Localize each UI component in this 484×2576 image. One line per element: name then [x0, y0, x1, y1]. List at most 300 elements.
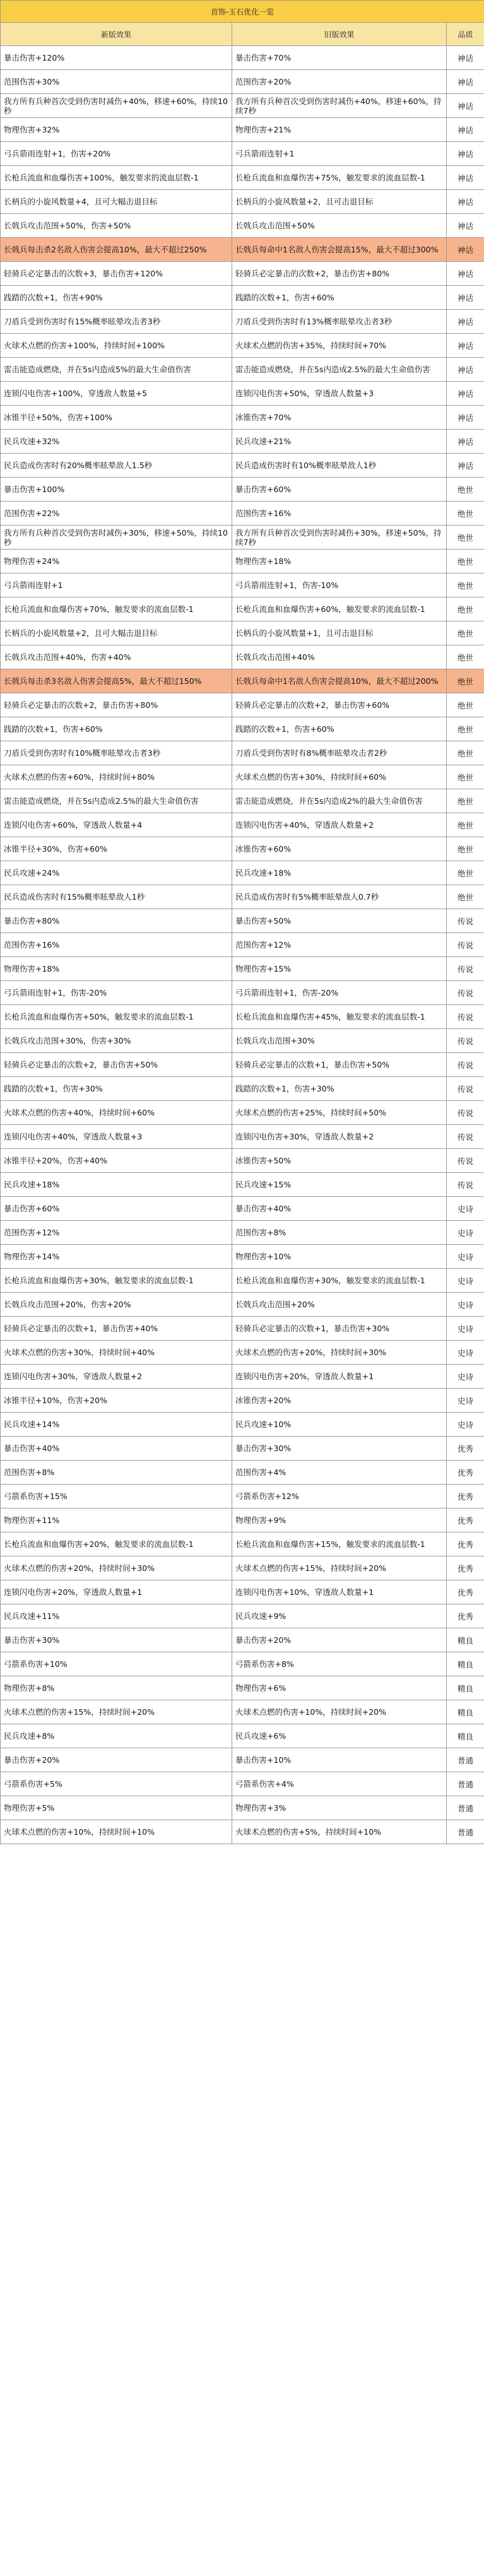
- new-effect-cell: 物理伤害+11%: [1, 1509, 232, 1532]
- old-effect-cell: 连锁闪电伤害+30%，穿透敌人数量+2: [232, 1125, 447, 1149]
- table-row: [1, 1748, 484, 1772]
- new-effect-cell: 范围伤害+8%: [1, 1461, 232, 1485]
- table-row: [1, 142, 484, 166]
- grade-cell: 史诗: [447, 1317, 484, 1341]
- grade-cell: 史诗: [447, 1221, 484, 1245]
- grade-cell: 绝世: [447, 765, 484, 789]
- new-effect-cell: 连锁闪电伤害+20%，穿透敌人数量+1: [1, 1580, 232, 1604]
- grade-cell: 神话: [447, 118, 484, 142]
- old-effect-cell: 火球术点燃的伤害+20%，持续时间+30%: [232, 1341, 447, 1365]
- grade-cell: 史诗: [447, 1341, 484, 1365]
- new-effect-cell: 弓兵箭雨连射+1，伤害+20%: [1, 142, 232, 166]
- new-effect-cell: 范围伤害+16%: [1, 933, 232, 957]
- old-effect-cell: 民兵攻速+18%: [232, 861, 447, 885]
- new-effect-cell: 弓兵箭雨连射+1，伤害-20%: [1, 981, 232, 1005]
- old-effect-cell: 火球术点燃的伤害+30%，持续时间+60%: [232, 765, 447, 789]
- column-header-grade: 品质: [447, 23, 484, 46]
- old-effect-cell: 暴击伤害+20%: [232, 1628, 447, 1652]
- grade-cell: 史诗: [447, 1413, 484, 1437]
- table-row: [1, 550, 484, 573]
- new-effect-cell: 暴击伤害+100%: [1, 478, 232, 502]
- grade-cell: 神话: [447, 70, 484, 94]
- grade-cell: 精良: [447, 1652, 484, 1676]
- grade-cell: 精良: [447, 1628, 484, 1652]
- new-effect-cell: 范围伤害+22%: [1, 502, 232, 526]
- table-row: [1, 1389, 484, 1413]
- grade-cell: 神话: [447, 334, 484, 358]
- old-effect-cell: 连锁闪电伤害+50%，穿透敌人数量+3: [232, 382, 447, 406]
- table-row: [1, 286, 484, 310]
- new-effect-cell: 火球术点燃的伤害+60%，持续时间+80%: [1, 765, 232, 789]
- table-row: [1, 741, 484, 765]
- new-effect-cell: 火球术点燃的伤害+30%，持续时间+40%: [1, 1341, 232, 1365]
- grade-cell: 优秀: [447, 1485, 484, 1509]
- new-effect-cell: 长戟兵攻击范围+30%，伤害+30%: [1, 1029, 232, 1053]
- old-effect-cell: 连锁闪电伤害+40%，穿透敌人数量+2: [232, 813, 447, 837]
- grade-cell: 神话: [447, 358, 484, 382]
- table-body: [1, 46, 484, 1844]
- grade-cell: 优秀: [447, 1556, 484, 1580]
- grade-cell: 传说: [447, 933, 484, 957]
- new-effect-cell: 长枪兵流血和血爆伤害+30%，触发要求的流血层数-1: [1, 1269, 232, 1293]
- old-effect-cell: 长戟兵每命中1名敌人伤害会提高10%，最大不超过200%: [232, 669, 447, 693]
- old-effect-cell: 民兵造成伤害时有10%概率眩晕敌人1秒: [232, 454, 447, 478]
- grade-cell: 绝世: [447, 645, 484, 669]
- table-row: [1, 502, 484, 526]
- new-effect-cell: 物理伤害+24%: [1, 550, 232, 573]
- new-effect-cell: 长戟兵攻击范围+50%，伤害+50%: [1, 214, 232, 238]
- grade-cell: 神话: [447, 430, 484, 454]
- new-effect-cell: 轻骑兵必定暴击的次数+1，暴击伤害+40%: [1, 1317, 232, 1341]
- new-effect-cell: 长枪兵流血和血爆伤害+20%，触发要求的流血层数-1: [1, 1532, 232, 1556]
- table-row: [1, 94, 484, 118]
- new-effect-cell: 范围伤害+12%: [1, 1221, 232, 1245]
- new-effect-cell: 范围伤害+30%: [1, 70, 232, 94]
- grade-cell: 绝世: [447, 813, 484, 837]
- grade-cell: 传说: [447, 1005, 484, 1029]
- old-effect-cell: 冰锥伤害+50%: [232, 1149, 447, 1173]
- new-effect-cell: 火球术点燃的伤害+20%，持续时间+30%: [1, 1556, 232, 1580]
- grade-cell: 史诗: [447, 1293, 484, 1317]
- table-row: [1, 1604, 484, 1628]
- grade-cell: 神话: [447, 262, 484, 286]
- new-effect-cell: 火球术点燃的伤害+10%，持续时间+10%: [1, 1820, 232, 1844]
- old-effect-cell: 冰锥伤害+20%: [232, 1389, 447, 1413]
- old-effect-cell: 物理伤害+3%: [232, 1796, 447, 1820]
- old-effect-cell: 范围伤害+16%: [232, 502, 447, 526]
- grade-cell: 优秀: [447, 1580, 484, 1604]
- grade-cell: 绝世: [447, 621, 484, 645]
- new-effect-cell: 我方所有兵种首次受到伤害时减伤+40%，移速+60%，持续10秒: [1, 94, 232, 118]
- new-effect-cell: 长枪兵流血和血爆伤害+70%，触发要求的流血层数-1: [1, 597, 232, 621]
- old-effect-cell: 暴击伤害+10%: [232, 1748, 447, 1772]
- new-effect-cell: 民兵攻速+8%: [1, 1724, 232, 1748]
- old-effect-cell: 连锁闪电伤害+20%，穿透敌人数量+1: [232, 1365, 447, 1389]
- old-effect-cell: 长枪兵流血和血爆伤害+75%，触发要求的流血层数-1: [232, 166, 447, 190]
- new-effect-cell: 弓箭系伤害+15%: [1, 1485, 232, 1509]
- old-effect-cell: 弓兵箭雨连射+1，伤害-10%: [232, 573, 447, 597]
- new-effect-cell: 我方所有兵种首次受到伤害时减伤+30%，移速+50%，持续10秒: [1, 526, 232, 550]
- new-effect-cell: 冰锥半径+30%，伤害+60%: [1, 837, 232, 861]
- table-row: [1, 1077, 484, 1101]
- table-row: [1, 1772, 484, 1796]
- table-row: [1, 813, 484, 837]
- grade-cell: 普通: [447, 1748, 484, 1772]
- old-effect-cell: 长枪兵流血和血爆伤害+45%，触发要求的流血层数-1: [232, 1005, 447, 1029]
- grade-cell: 神话: [447, 286, 484, 310]
- grade-cell: 传说: [447, 1125, 484, 1149]
- grade-cell: 传说: [447, 1029, 484, 1053]
- old-effect-cell: 物理伤害+15%: [232, 957, 447, 981]
- table-row: [1, 573, 484, 597]
- new-effect-cell: 连锁闪电伤害+60%，穿透敌人数量+4: [1, 813, 232, 837]
- old-effect-cell: 长柄兵的小旋风数量+2，且可击退目标: [232, 190, 447, 214]
- grade-cell: 优秀: [447, 1437, 484, 1461]
- table-row: [1, 837, 484, 861]
- new-effect-cell: 长柄兵的小旋风数量+2，且可大幅击退目标: [1, 621, 232, 645]
- old-effect-cell: 长枪兵流血和血爆伤害+60%，触发要求的流血层数-1: [232, 597, 447, 621]
- table-row: [1, 669, 484, 693]
- table-row: [1, 1437, 484, 1461]
- table-row: [1, 478, 484, 502]
- grade-cell: 神话: [447, 94, 484, 118]
- grade-cell: 绝世: [447, 502, 484, 526]
- grade-cell: 绝世: [447, 717, 484, 741]
- table-row: [1, 933, 484, 957]
- grade-cell: 优秀: [447, 1604, 484, 1628]
- table-row: [1, 190, 484, 214]
- table-row: [1, 861, 484, 885]
- grade-cell: 神话: [447, 166, 484, 190]
- old-effect-cell: 轻骑兵必定暴击的次数+1，暴击伤害+30%: [232, 1317, 447, 1341]
- table-row: [1, 1293, 484, 1317]
- grade-cell: 神话: [447, 190, 484, 214]
- old-effect-cell: 范围伤害+8%: [232, 1221, 447, 1245]
- grade-cell: 优秀: [447, 1532, 484, 1556]
- old-effect-cell: 冰锥伤害+70%: [232, 406, 447, 430]
- old-effect-cell: 践踏的次数+1，伤害+30%: [232, 1077, 447, 1101]
- new-effect-cell: 长戟兵攻击范围+40%，伤害+40%: [1, 645, 232, 669]
- new-effect-cell: 暴击伤害+30%: [1, 1628, 232, 1652]
- grade-cell: 神话: [447, 406, 484, 430]
- new-effect-cell: 践踏的次数+1，伤害+30%: [1, 1077, 232, 1101]
- table-row: [1, 1269, 484, 1293]
- table-row: [1, 597, 484, 621]
- old-effect-cell: 轻骑兵必定暴击的次数+2，暴击伤害+60%: [232, 693, 447, 717]
- new-effect-cell: 物理伤害+5%: [1, 1796, 232, 1820]
- table-row: [1, 238, 484, 262]
- table-row: [1, 1628, 484, 1652]
- new-effect-cell: 冰锥半径+10%，伤害+20%: [1, 1389, 232, 1413]
- old-effect-cell: 暴击伤害+60%: [232, 478, 447, 502]
- new-effect-cell: 冰锥半径+20%，伤害+40%: [1, 1149, 232, 1173]
- new-effect-cell: 火球术点燃的伤害+15%，持续时间+20%: [1, 1700, 232, 1724]
- old-effect-cell: 长枪兵流血和血爆伤害+30%，触发要求的流血层数-1: [232, 1269, 447, 1293]
- column-header-old: 旧版效果: [232, 23, 447, 46]
- new-effect-cell: 暴击伤害+40%: [1, 1437, 232, 1461]
- table-row: [1, 765, 484, 789]
- table-row: [1, 46, 484, 70]
- old-effect-cell: 火球术点燃的伤害+35%，持续时间+70%: [232, 334, 447, 358]
- table-row: [1, 885, 484, 909]
- new-effect-cell: 连锁闪电伤害+30%，穿透敌人数量+2: [1, 1365, 232, 1389]
- grade-cell: 神话: [447, 454, 484, 478]
- grade-cell: 普通: [447, 1772, 484, 1796]
- old-effect-cell: 轻骑兵必定暴击的次数+2，暴击伤害+80%: [232, 262, 447, 286]
- old-effect-cell: 民兵攻速+21%: [232, 430, 447, 454]
- table-row: [1, 214, 484, 238]
- old-effect-cell: 长戟兵每命中1名敌人伤害会提高15%，最大不超过300%: [232, 238, 447, 262]
- grade-cell: 史诗: [447, 1245, 484, 1269]
- table-row: [1, 1365, 484, 1389]
- grade-cell: 优秀: [447, 1509, 484, 1532]
- grade-cell: 绝世: [447, 885, 484, 909]
- old-effect-cell: 范围伤害+12%: [232, 933, 447, 957]
- old-effect-cell: 长枪兵流血和血爆伤害+15%，触发要求的流血层数-1: [232, 1532, 447, 1556]
- new-effect-cell: 弓兵箭雨连射+1: [1, 573, 232, 597]
- grade-cell: 史诗: [447, 1365, 484, 1389]
- grade-cell: 史诗: [447, 1269, 484, 1293]
- table-row: [1, 1652, 484, 1676]
- new-effect-cell: 连锁闪电伤害+100%，穿透敌人数量+5: [1, 382, 232, 406]
- grade-cell: 精良: [447, 1724, 484, 1748]
- table-row: [1, 1005, 484, 1029]
- old-effect-cell: 民兵攻速+6%: [232, 1724, 447, 1748]
- table-row: [1, 1700, 484, 1724]
- old-effect-cell: 物理伤害+21%: [232, 118, 447, 142]
- table-row: [1, 262, 484, 286]
- old-effect-cell: 刀盾兵受到伤害时有8%概率眩晕攻击者2秒: [232, 741, 447, 765]
- table-row: [1, 909, 484, 933]
- grade-cell: 绝世: [447, 526, 484, 550]
- table-row: [1, 382, 484, 406]
- table-row: [1, 621, 484, 645]
- old-effect-cell: 物理伤害+9%: [232, 1509, 447, 1532]
- table-row: [1, 526, 484, 550]
- table-row: [1, 1532, 484, 1556]
- grade-cell: 优秀: [447, 1461, 484, 1485]
- grade-cell: 绝世: [447, 550, 484, 573]
- grade-cell: 绝世: [447, 789, 484, 813]
- new-effect-cell: 长戟兵每击杀3名敌人伤害会提高5%，最大不超过150%: [1, 669, 232, 693]
- old-effect-cell: 雷击能造成燃烧，并在5s内造成2.5%的最大生命值伤害: [232, 358, 447, 382]
- table-row: [1, 1101, 484, 1125]
- new-effect-cell: 暴击伤害+60%: [1, 1197, 232, 1221]
- old-effect-cell: 物理伤害+18%: [232, 550, 447, 573]
- old-effect-cell: 雷击能造成燃烧，并在5s内造成2%的最大生命值伤害: [232, 789, 447, 813]
- table-row: [1, 454, 484, 478]
- grade-cell: 传说: [447, 1173, 484, 1197]
- table-row: [1, 981, 484, 1005]
- old-effect-cell: 弓兵箭雨连射+1: [232, 142, 447, 166]
- old-effect-cell: 暴击伤害+40%: [232, 1197, 447, 1221]
- old-effect-cell: 长戟兵攻击范围+50%: [232, 214, 447, 238]
- new-effect-cell: 刀盾兵受到伤害时有15%概率眩晕攻击者3秒: [1, 310, 232, 334]
- old-effect-cell: 我方所有兵种首次受到伤害时减伤+40%，移速+60%，持续7秒: [232, 94, 447, 118]
- old-effect-cell: 弓兵箭雨连射+1，伤害-20%: [232, 981, 447, 1005]
- table-row: [1, 1221, 484, 1245]
- table-row: [1, 1029, 484, 1053]
- new-effect-cell: 长戟兵每击杀2名敌人伤害会提高10%，最大不超过250%: [1, 238, 232, 262]
- grade-cell: 绝世: [447, 669, 484, 693]
- old-effect-cell: 长戟兵攻击范围+30%: [232, 1029, 447, 1053]
- new-effect-cell: 轻骑兵必定暴击的次数+2，暴击伤害+50%: [1, 1053, 232, 1077]
- table-row: [1, 1485, 484, 1509]
- new-effect-cell: 长枪兵流血和血爆伤害+50%，触发要求的流血层数-1: [1, 1005, 232, 1029]
- grade-cell: 绝世: [447, 741, 484, 765]
- grade-cell: 绝世: [447, 573, 484, 597]
- old-effect-cell: 弓箭系伤害+8%: [232, 1652, 447, 1676]
- table-row: [1, 1724, 484, 1748]
- table-row: [1, 789, 484, 813]
- new-effect-cell: 民兵造成伤害时有20%概率眩晕敌人1.5秒: [1, 454, 232, 478]
- header-row: [1, 23, 484, 46]
- grade-cell: 绝世: [447, 693, 484, 717]
- table-row: [1, 118, 484, 142]
- table-row: [1, 1197, 484, 1221]
- grade-cell: 史诗: [447, 1389, 484, 1413]
- table-row: [1, 1173, 484, 1197]
- new-effect-cell: 物理伤害+32%: [1, 118, 232, 142]
- old-effect-cell: 践踏的次数+1，伤害+60%: [232, 717, 447, 741]
- grade-cell: 普通: [447, 1796, 484, 1820]
- new-effect-cell: 践踏的次数+1，伤害+60%: [1, 717, 232, 741]
- grade-cell: 传说: [447, 957, 484, 981]
- grade-cell: 普通: [447, 1820, 484, 1844]
- old-effect-cell: 火球术点燃的伤害+5%，持续时间+10%: [232, 1820, 447, 1844]
- grade-cell: 神话: [447, 382, 484, 406]
- grade-cell: 传说: [447, 1149, 484, 1173]
- new-effect-cell: 暴击伤害+80%: [1, 909, 232, 933]
- grade-cell: 传说: [447, 909, 484, 933]
- grade-cell: 史诗: [447, 1197, 484, 1221]
- new-effect-cell: 雷击能造成燃烧，并在5s内造成5%的最大生命值伤害: [1, 358, 232, 382]
- old-effect-cell: 暴击伤害+30%: [232, 1437, 447, 1461]
- grade-cell: 精良: [447, 1700, 484, 1724]
- table-row: [1, 1149, 484, 1173]
- old-effect-cell: 暴击伤害+70%: [232, 46, 447, 70]
- table-row: [1, 693, 484, 717]
- table-row: [1, 406, 484, 430]
- old-effect-cell: 民兵造成伤害时有5%概率眩晕敌人0.7秒: [232, 885, 447, 909]
- new-effect-cell: 暴击伤害+120%: [1, 46, 232, 70]
- new-effect-cell: 践踏的次数+1，伤害+90%: [1, 286, 232, 310]
- grade-cell: 传说: [447, 981, 484, 1005]
- old-effect-cell: 民兵攻速+9%: [232, 1604, 447, 1628]
- new-effect-cell: 冰锥半径+50%，伤害+100%: [1, 406, 232, 430]
- old-effect-cell: 轻骑兵必定暴击的次数+1，暴击伤害+50%: [232, 1053, 447, 1077]
- new-effect-cell: 长枪兵流血和血爆伤害+100%，触发要求的流血层数-1: [1, 166, 232, 190]
- old-effect-cell: 刀盾兵受到伤害时有13%概率眩晕攻击者3秒: [232, 310, 447, 334]
- old-effect-cell: 火球术点燃的伤害+10%，持续时间+20%: [232, 1700, 447, 1724]
- new-effect-cell: 民兵攻速+32%: [1, 430, 232, 454]
- old-effect-cell: 我方所有兵种首次受到伤害时减伤+30%，移速+50%，持续7秒: [232, 526, 447, 550]
- table-row: [1, 1580, 484, 1604]
- new-effect-cell: 轻骑兵必定暴击的次数+2，暴击伤害+80%: [1, 693, 232, 717]
- grade-cell: 精良: [447, 1676, 484, 1700]
- table-row: [1, 334, 484, 358]
- new-effect-cell: 连锁闪电伤害+40%，穿透敌人数量+3: [1, 1125, 232, 1149]
- column-header-new: 新版效果: [1, 23, 232, 46]
- new-effect-cell: 民兵攻速+24%: [1, 861, 232, 885]
- table-row: [1, 645, 484, 669]
- table-row: [1, 358, 484, 382]
- new-effect-cell: 雷击能造成燃烧，并在5s内造成2.5%的最大生命值伤害: [1, 789, 232, 813]
- table-row: [1, 1556, 484, 1580]
- new-effect-cell: 长柄兵的小旋风数量+4，且可大幅击退目标: [1, 190, 232, 214]
- new-effect-cell: 物理伤害+8%: [1, 1676, 232, 1700]
- old-effect-cell: 暴击伤害+50%: [232, 909, 447, 933]
- old-effect-cell: 弓箭系伤害+12%: [232, 1485, 447, 1509]
- table-row: [1, 1053, 484, 1077]
- grade-cell: 神话: [447, 142, 484, 166]
- old-effect-cell: 践踏的次数+1，伤害+60%: [232, 286, 447, 310]
- old-effect-cell: 冰锥伤害+60%: [232, 837, 447, 861]
- new-effect-cell: 物理伤害+18%: [1, 957, 232, 981]
- new-effect-cell: 轻骑兵必定暴击的次数+3，暴击伤害+120%: [1, 262, 232, 286]
- new-effect-cell: 长戟兵攻击范围+20%，伤害+20%: [1, 1293, 232, 1317]
- new-effect-cell: 弓箭系伤害+10%: [1, 1652, 232, 1676]
- table-row: [1, 1461, 484, 1485]
- title-row: [1, 1, 484, 23]
- grade-cell: 神话: [447, 238, 484, 262]
- table-row: [1, 1413, 484, 1437]
- table-row: [1, 717, 484, 741]
- old-effect-cell: 长柄兵的小旋风数量+1，且可击退目标: [232, 621, 447, 645]
- new-effect-cell: 物理伤害+14%: [1, 1245, 232, 1269]
- old-effect-cell: 民兵攻速+10%: [232, 1413, 447, 1437]
- old-effect-cell: 长戟兵攻击范围+20%: [232, 1293, 447, 1317]
- old-effect-cell: 民兵攻速+15%: [232, 1173, 447, 1197]
- grade-cell: 绝世: [447, 478, 484, 502]
- new-effect-cell: 火球术点燃的伤害+100%，持续时间+100%: [1, 334, 232, 358]
- grade-cell: 绝世: [447, 837, 484, 861]
- table-row: [1, 1796, 484, 1820]
- old-effect-cell: 弓箭系伤害+4%: [232, 1772, 447, 1796]
- grade-cell: 传说: [447, 1101, 484, 1125]
- grade-cell: 神话: [447, 46, 484, 70]
- table-row: [1, 1676, 484, 1700]
- old-effect-cell: 范围伤害+20%: [232, 70, 447, 94]
- old-effect-cell: 物理伤害+10%: [232, 1245, 447, 1269]
- new-effect-cell: 民兵造成伤害时有15%概率眩晕敌人1秒: [1, 885, 232, 909]
- grade-cell: 神话: [447, 214, 484, 238]
- old-effect-cell: 长戟兵攻击范围+40%: [232, 645, 447, 669]
- new-effect-cell: 民兵攻速+18%: [1, 1173, 232, 1197]
- table-row: [1, 1341, 484, 1365]
- old-effect-cell: 火球术点燃的伤害+15%，持续时间+20%: [232, 1556, 447, 1580]
- old-effect-cell: 连锁闪电伤害+10%，穿透敌人数量+1: [232, 1580, 447, 1604]
- table-row: [1, 957, 484, 981]
- table-row: [1, 430, 484, 454]
- table-row: [1, 166, 484, 190]
- table-row: [1, 1820, 484, 1844]
- grade-cell: 传说: [447, 1053, 484, 1077]
- new-effect-cell: 民兵攻速+11%: [1, 1604, 232, 1628]
- new-effect-cell: 火球术点燃的伤害+40%，持续时间+60%: [1, 1101, 232, 1125]
- old-effect-cell: 火球术点燃的伤害+25%，持续时间+50%: [232, 1101, 447, 1125]
- table-row: [1, 310, 484, 334]
- grade-cell: 绝世: [447, 861, 484, 885]
- grade-cell: 绝世: [447, 597, 484, 621]
- new-effect-cell: 暴击伤害+20%: [1, 1748, 232, 1772]
- table-row: [1, 1317, 484, 1341]
- table-row: [1, 1125, 484, 1149]
- new-effect-cell: 民兵攻速+14%: [1, 1413, 232, 1437]
- old-effect-cell: 范围伤害+4%: [232, 1461, 447, 1485]
- new-effect-cell: 弓箭系伤害+5%: [1, 1772, 232, 1796]
- table-row: [1, 1245, 484, 1269]
